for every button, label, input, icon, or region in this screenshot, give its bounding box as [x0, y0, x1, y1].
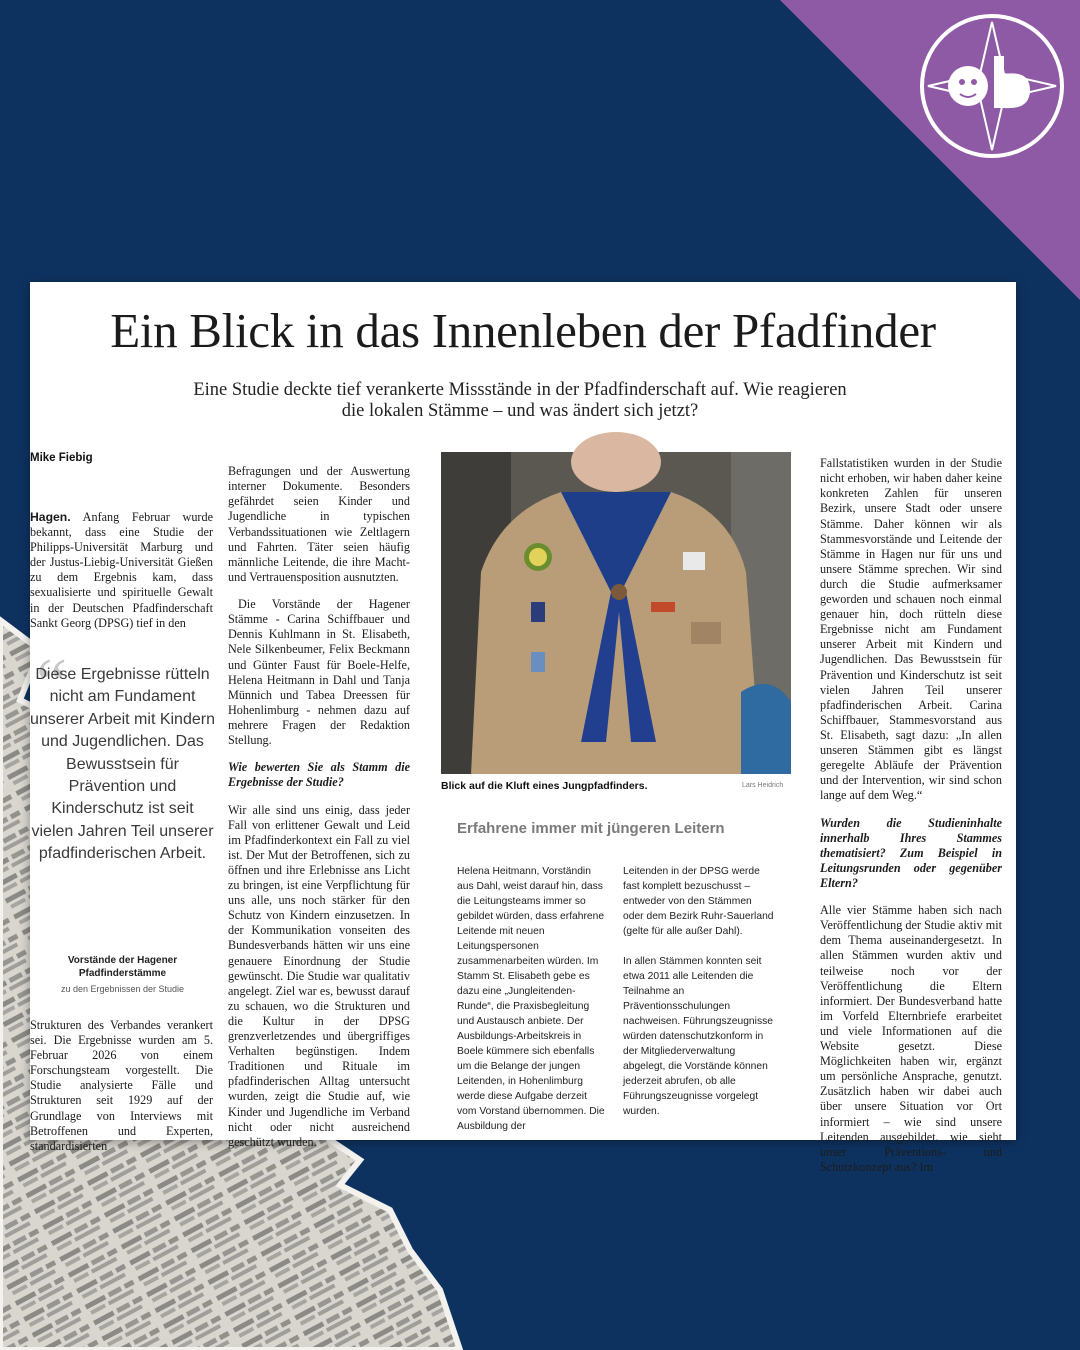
- subheadline: Eine Studie deckte tief verankerte Missstände in der Pfadfinderschaft auf. Wie reagieren die lokalen Stämme – und was ändert sich jetzt?: [193, 380, 847, 421]
- infobox-title: Erfahrene immer mit jüngeren Leitern: [457, 820, 725, 837]
- infobox-paragraph-1: Helena Heitmann, Vorständin aus Dahl, weist darauf hin, dass die Leitungsteams immer so gebildet würden, dass erfahrene Leitende mit neuen Leitungspersonen zusammenarbeiten würden. Im Stamm St. Elisabeth gebe es dazu eine „Jungleitenden-Runde“, die Praxisbegleitung und Austausch anbiete. Der Ausbildungs-Arbeitskreis in Boele kümmere sich ebenfalls um die Belange der jungen Leitenden, in Hohenlimburg werde diese Aufgabe derzeit vom Vorstand übernommen. Die Ausbildung der: [457, 866, 605, 1132]
- infobox-column-1: [457, 864, 609, 1134]
- scout-uniform-photo: [441, 452, 791, 774]
- question-1: Wie bewerten Sie als Stamm die Ergebnisse der Studie?: [228, 760, 410, 790]
- logo-portrait-badge-icon: [918, 12, 1066, 160]
- column-2: [228, 452, 410, 1162]
- dateline: Hagen.: [30, 510, 71, 524]
- pullquote-author: Vorstände der Hagener Pfadfinderstämme: [67, 955, 178, 979]
- lead-paragraph: [30, 510, 213, 631]
- question-2: Wurden die Studieninhalte innerhalb Ihres Stammes thematisiert? Zum Beispiel in Leitungsrunden oder gegenüber Eltern?: [820, 815, 1002, 890]
- infobox-paragraph-3: In allen Stämmen konnten seit etwa 2011 alle Leitenden die Teilnahme an Präventionsschulungen nachweisen. Führungszeugnisse würden datenschutzkonform in der Mitgliederverwaltung abgelegt, die Vorstände können jederzeit abrufen, ob alle Führungszeugnisse vorgelegt wurden.: [623, 956, 773, 1117]
- col2-paragraph-2: Die Vorstände der Hagener Stämme - Carina Schiffbauer und Dennis Kuhlmann in St. Elisabeth, Nele Silkenbeumer, Felix Beckmann und Günter Faust für Boele-Helfe, Helena Heitmann in Dahl und Tanja Münnich und Tabea Dreessen für Hohenlimburg - nehmen dazu auf mehrere Fragen der Redaktion Stellung.: [228, 597, 410, 747]
- col4-paragraph-1: Fallstatistiken wurden in der Studie nicht erhoben, wir haben daher keine konkreten Zahlen für unseren Bezirk, unsere Stadt oder unsere Stämme. Daher können wir als Stammesvorstände und Leitende der Stämme in Hagen nur für uns und unsere Stämme sprechen. Wir sind durch die Studie aufmerksamer geworden und schauen noch einmal genauer hin, doch rütteln diese Ergebnisse nicht am Fundament unserer Arbeit mit Kindern und Jugendlichen. Das Bewusstsein für Prävention und Kinderschutz ist seit vielen Jahren Teil unserer pfadfinderischen Arbeit. Carina Schiffbauer, Stammesvorstand aus St. Elisabeth, sagt dazu: „In allen unseren Stämmen gibt es längst geregelte Abläufe der Prävention und der Intervention, wir sind schon lange auf dem Weg.“: [820, 456, 1002, 803]
- newspaper-clipping: [30, 282, 1016, 1174]
- photo-credit: Lars Heidrich: [742, 782, 784, 789]
- lead-text: Anfang Februar wurde bekannt, dass eine Studie der Philipps-Universität Marburg und der Justus-Liebig-Universität Gießen zu dem Ergebnis kam, dass sexualisierte und spirituelle Gewalt in der Deutschen Pfadfinderschaft Sankt Georg (DPSG) tief in den: [30, 510, 213, 630]
- column-4: [820, 444, 1002, 1187]
- answer-2: Alle vier Stämme haben sich nach Veröffentlichung der Studie aktiv mit dem Thema auseinandergesetzt. In allen Stämmen wurden aktiv und teilweise noch vor der Veröffentlichung die Eltern informiert. Der Bundesverband hatte im Vorfeld Elternbriefe erarbeitet und viele Informationen auf die Website gesetzt. Diese Möglichkeiten haben wir, ergänzt um persönliche Ansprache, genutzt. Zusätzlich haben wir dabei auch über unsere Situation vor Ort informiert – wie sind unsere Leitenden ausgebildet, wie sieht unser Präventions- und Schutzkonzept aus? Im: [820, 903, 1002, 1174]
- infobox-paragraph-2: Leitenden in der DPSG werde fast komplett bezuschusst – entweder von den Stämmen oder dem Bezirk Ruhr-Sauerland (gelte für alle außer Dahl).: [623, 866, 774, 937]
- quote-mark-icon: “: [36, 645, 68, 722]
- answer-1: Wir alle sind uns einig, dass jeder Fall von erlittener Gewalt und Leid im Pfadfinderkontext ein Fall zu viel ist. Der Mut der Betroffenen, sich zu öffnen und ihre Erlebnisse ans Licht zu bringen, ist eine Verpflichtung für uns alle, uns noch stärker für den Schutz von Kindern einzusetzen. In der Kommunikation vonseiten des Bundesverbands hätten wir uns eine genauere Einordnung der Studie gewünscht. Die Studie war qualitativ angelegt. Ziel war es, bewusst darauf zu schauen, wo die Strukturen und die Kultur in der DPSG grenzverletzendes und übergriffiges Verhalten begünstigen. Indem Traditionen und Rituale im pfadfinderischen Alltag untersucht wurden, zeigt die Studie auf, wie Kinder und Jugendliche im Verband nicht oder nicht ausreichend geschützt wurden.: [228, 802, 410, 1149]
- col2-paragraph-1: Befragungen und der Auswertung interner Dokumente. Besonders gefährdet seien Kinder und Jugendliche in typischen Verbandssituationen wie Zeltlagern und Fahrten. Täter seien häufig männliche Leitende, die ihre Macht- und Vertrauensposition ausnutzten.: [228, 464, 410, 584]
- byline: Mike Fiebig: [30, 452, 93, 464]
- headline: Ein Blick in das Innenleben der Pfadfinder: [110, 303, 936, 358]
- column-1-continued: Strukturen des Verbandes verankert sei. Die Ergebnisse wurden am 5. Februar 2026 von einem Forschungsteam vorgestellt. Die Studie analysierte Fälle und Strukturen seit 1929 auf der Grundlage von Interviews mit Betroffenen und Experten, standardisierten: [30, 1018, 213, 1153]
- photo-caption: Blick auf die Kluft eines Jungpfadfinders.: [441, 780, 648, 792]
- pullquote-context: zu den Ergebnissen der Studie: [60, 984, 185, 994]
- infobox-column-2: [623, 864, 775, 1119]
- pullquote: Diese Ergebnisse rütteln nicht am Fundament unserer Arbeit mit Kindern und Jugendlichen. Das Bewusstsein für Prävention und Kinderschutz ist seit vielen Jahren Teil unserer pfadfinderischen Arbeit.: [30, 666, 215, 863]
